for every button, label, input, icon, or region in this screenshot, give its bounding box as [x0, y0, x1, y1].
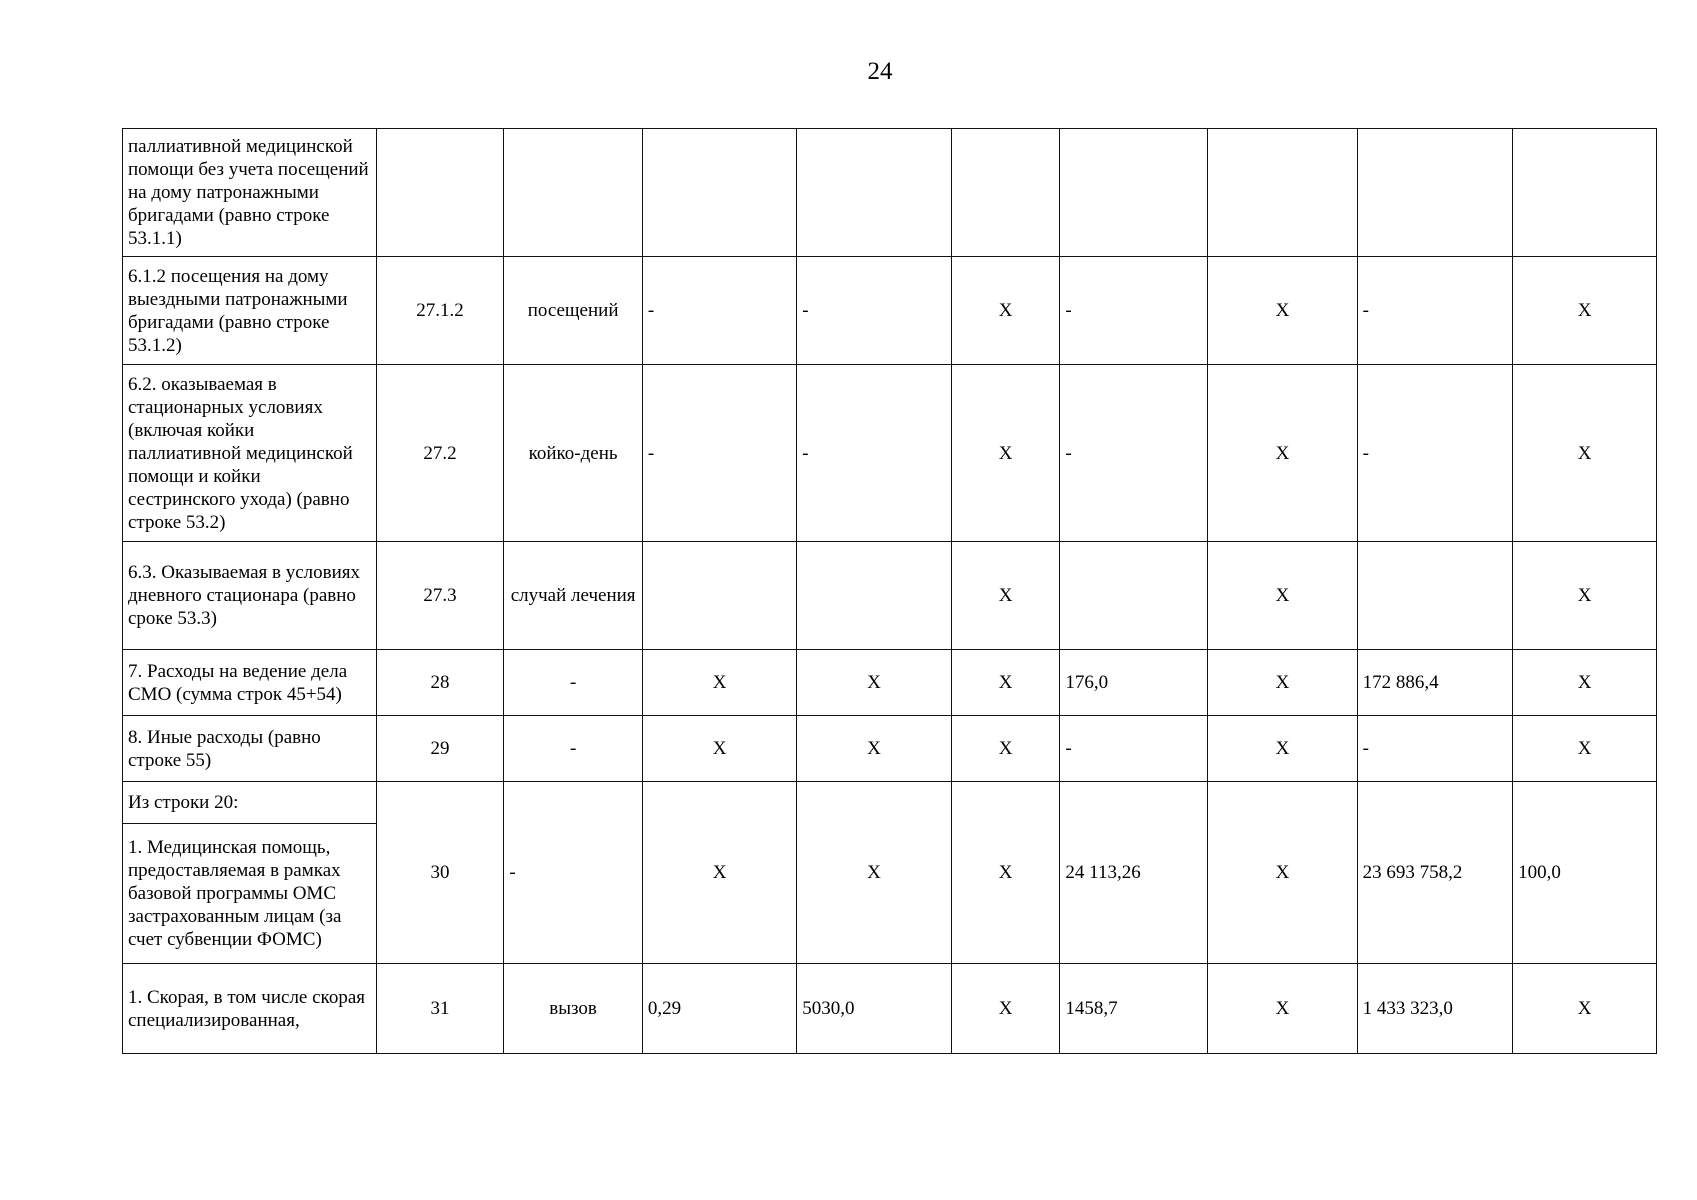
row-code: 29 [376, 716, 504, 782]
table-row [123, 365, 1657, 542]
cell-c5: 5030,0 [797, 964, 951, 1054]
row-code: 28 [376, 650, 504, 716]
cell-c8: X [1208, 716, 1357, 782]
cell-c9 [1357, 542, 1513, 650]
cell-c10 [1513, 129, 1657, 257]
row-name: 1. Скорая, в том числе скорая специализированная, [123, 964, 377, 1054]
cell-c4 [642, 542, 796, 650]
row-unit: - [504, 650, 642, 716]
cell-c8: X [1208, 650, 1357, 716]
page-number: 24 [867, 58, 893, 85]
section-header: Из строки 20: [123, 782, 377, 824]
row-name: 6.2. оказываемая в стационарных условиях (включая койки паллиативной медицинской помощи и койки сестринского ухода) (равно строке 53.2) [123, 365, 377, 542]
row-unit: вызов [504, 964, 642, 1054]
row-unit: случай лечения [504, 542, 642, 650]
cell-c10: X [1513, 542, 1657, 650]
cell-c9: 23 693 758,2 [1357, 782, 1513, 964]
cell-c5: - [797, 257, 951, 365]
cell-c6: X [951, 257, 1060, 365]
cell-c9: - [1357, 365, 1513, 542]
cell-c6: X [951, 365, 1060, 542]
cell-c7: 1458,7 [1060, 964, 1208, 1054]
cell-c10: X [1513, 365, 1657, 542]
row-unit: - [504, 782, 642, 964]
row-name: 6.3. Оказываемая в условиях дневного стационара (равно сроке 53.3) [123, 542, 377, 650]
cell-c8: X [1208, 257, 1357, 365]
cell-c7: - [1060, 257, 1208, 365]
cell-c6: X [951, 650, 1060, 716]
table-row [123, 716, 1657, 782]
table-row [123, 542, 1657, 650]
cell-c9: 1 433 323,0 [1357, 964, 1513, 1054]
cell-c8: X [1208, 782, 1357, 964]
cell-c5: - [797, 365, 951, 542]
cell-c9: - [1357, 716, 1513, 782]
cell-c8: X [1208, 365, 1357, 542]
cell-c10: 100,0 [1513, 782, 1657, 964]
cell-c9 [1357, 129, 1513, 257]
row-code: 31 [376, 964, 504, 1054]
cell-c9: 172 886,4 [1357, 650, 1513, 716]
row-unit: - [504, 716, 642, 782]
row-name: 1. Медицинская помощь, предоставляемая в рамках базовой программы ОМС застрахованным лицам (за счет субвенции ФОМС) [123, 824, 377, 964]
table-row [123, 650, 1657, 716]
row-name: 6.1.2 посещения на дому выездными патронажными бригадами (равно строке 53.1.2) [123, 257, 377, 365]
cell-c6: X [951, 542, 1060, 650]
cell-c8: X [1208, 964, 1357, 1054]
cell-c7: 24 113,26 [1060, 782, 1208, 964]
cell-c10: X [1513, 964, 1657, 1054]
cell-c4: 0,29 [642, 964, 796, 1054]
row-code [376, 129, 504, 257]
cell-c8 [1208, 129, 1357, 257]
cell-c6 [951, 129, 1060, 257]
cell-c7: - [1060, 716, 1208, 782]
cell-c10: X [1513, 257, 1657, 365]
row-unit: койко-день [504, 365, 642, 542]
table-row [123, 257, 1657, 365]
table-row [123, 129, 1657, 257]
table-row [123, 964, 1657, 1054]
data-table [122, 128, 1657, 1054]
cell-c10: X [1513, 716, 1657, 782]
cell-c7: - [1060, 365, 1208, 542]
cell-c10: X [1513, 650, 1657, 716]
cell-c4 [642, 129, 796, 257]
row-unit [504, 129, 642, 257]
cell-c5 [797, 542, 951, 650]
cell-c7: 176,0 [1060, 650, 1208, 716]
cell-c8: X [1208, 542, 1357, 650]
cell-c4: - [642, 365, 796, 542]
cell-c6: X [951, 782, 1060, 964]
row-name: 7. Расходы на ведение дела СМО (сумма строк 45+54) [123, 650, 377, 716]
cell-c7 [1060, 542, 1208, 650]
cell-c5: X [797, 716, 951, 782]
row-code: 30 [376, 782, 504, 964]
row-unit: посещений [504, 257, 642, 365]
row-code: 27.1.2 [376, 257, 504, 365]
cell-c4: X [642, 650, 796, 716]
cell-c4: - [642, 257, 796, 365]
cell-c9: - [1357, 257, 1513, 365]
cell-c5: X [797, 782, 951, 964]
table-row [123, 782, 1657, 824]
cell-c4: X [642, 716, 796, 782]
row-name: паллиативной медицинской помощи без учета посещений на дому патронажными бригадами (равно строке 53.1.1) [123, 129, 377, 257]
cell-c7 [1060, 129, 1208, 257]
cell-c4: X [642, 782, 796, 964]
cell-c6: X [951, 964, 1060, 1054]
cell-c5: X [797, 650, 951, 716]
cell-c5 [797, 129, 951, 257]
row-code: 27.2 [376, 365, 504, 542]
row-code: 27.3 [376, 542, 504, 650]
cell-c6: X [951, 716, 1060, 782]
row-name: 8. Иные расходы (равно строке 55) [123, 716, 377, 782]
